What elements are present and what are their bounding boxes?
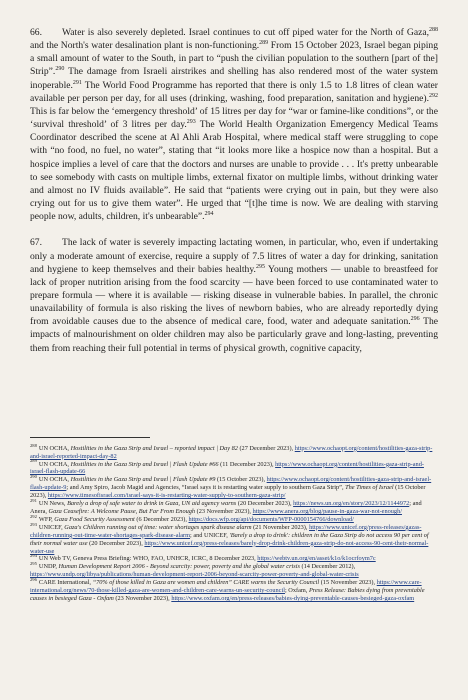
footnote-text: UN OCHA, [38, 444, 71, 452]
footnote-text: (20 December 2023), [236, 500, 294, 508]
footnote-text: UNICEF, [38, 523, 65, 531]
footnote-text: (27 December 2023), [237, 444, 295, 452]
citation-title: Barely a drop of safe water to drink in Gaza, UN aid agency warns [67, 500, 237, 508]
footnote-text: (21 November 2023), [251, 523, 310, 531]
paragraph-text: and the North's water desalination plant is non-functioning. [30, 40, 260, 52]
footnote-text: ; and Anera, [30, 500, 422, 515]
footnote [30, 579, 438, 603]
footnote-reference: 295 [255, 263, 265, 270]
citation-title: The Times of Israel [345, 484, 394, 492]
footnote-number: 296 [30, 577, 37, 583]
citation-link[interactable]: https://www.ochaopt.org/content/hostilities-gaza-strip-and-israel-reported-impact-day-82 [30, 444, 433, 460]
paragraph [30, 26, 438, 223]
footnote-text: (11 December 2023), [218, 460, 276, 468]
footnote-reference: 292 [429, 92, 438, 99]
footnote-text: ; and UNICEF, [190, 531, 230, 539]
citation-title: Hostilities in the Gaza Strip and Israel | Flash Update #9 [70, 476, 216, 484]
paragraph-text: Young mothers — unable to breastfeed for lack of proper nutrition arising from the food scarcity — have been forced to use contaminated water to prepare formula — where it is available — risking disease in vulnerable babies. In parallel, the chronic unavailability of formula is also risking the lives of newborn babies, who are already reportedly dying from avoidable causes due to the absence of medical care, food, water and adequate sanitation. [30, 263, 438, 328]
footnote-text: CARE International, [38, 579, 93, 587]
citation-link[interactable]: https://www.ochaopt.org/content/hostilities-gaza-strip-and-israel-flash-update-66 [30, 460, 424, 476]
paragraph-text: The World Food Programme has reported that there is only 1.5 to 1.8 litres of clean water available per person per day, for all uses (drinking, washing, food preparation, sanitation and hygiene). [30, 79, 438, 104]
footnote-number: 293 [30, 521, 37, 527]
footnote [30, 513, 438, 524]
body-text [30, 26, 438, 355]
paragraph-text: From 15 October 2023, Israel began piping a small amount of water to the South, in part to “push the civilian population to the southern [part of the] Strip”. [30, 40, 438, 78]
citation-link[interactable]: https://www.ochaopt.org/content/hostilities-gaza-strip-and-israel-flash-update-9 [30, 476, 432, 492]
paragraph-text: The lack of water is severely impacting lactating women, in particular, who, even if undertaking only a moderate amount of exercise, require a supply of 7.5 litres of water a day for drinking, sanitation and hygiene to keep themselves and their babies healthy. [30, 237, 438, 275]
footnote-text: (23 November 2023), [113, 594, 172, 602]
footnote-text: ; and Amy Spiro, Jacob Magid and Agencies, “Israel says it is restarting water supply to southern Gaza Strip”, [66, 484, 346, 492]
footnote-number: 289 [30, 458, 37, 464]
footnote-number: 291 [30, 498, 37, 503]
footnote-text: WFP, [38, 515, 55, 523]
citation-link[interactable]: https://www.care-international.org/news/70-those-killed-gaza-are-women-and-children-care-warns-un-security-council [30, 579, 422, 595]
footnote-text: (15 October 2023), [215, 476, 267, 484]
footnote-text: (20 December 2023), [87, 539, 145, 547]
footnote-text: UN Web TV, Geneva Press Briefing: WHO, FAO, UNHCR, ICRC, 8 December 2023, [38, 555, 258, 563]
citation-title: Gaza Food Security Assessment [54, 515, 135, 523]
footnote [30, 476, 438, 500]
citation-link[interactable]: https://www.anera.org/blog/pause-in-gaza-war-not-enough/ [252, 508, 402, 515]
citation-link[interactable]: https://www.unicef.org/press-releases/barely-drop-drink-children-gaza-strip-do-not-access-90-cent-their-normal-water-use [30, 539, 429, 555]
paragraph-number: 67. [30, 237, 42, 249]
footnote-reference: 293 [186, 118, 196, 125]
footnote-text: UN OCHA, [38, 476, 71, 484]
citation-link[interactable]: https://webtv.un.org/en/asset/k1o/k1ocrfoym7c [257, 555, 376, 563]
footnote-reference: 296 [410, 316, 420, 323]
footnote-text: ; Oxfam, [284, 587, 309, 595]
footnote-text: (14 December 2012), [299, 563, 356, 571]
citation-title: Gaza Ceasefire: A Welcome Pause, But Far From Enough [48, 508, 196, 515]
footnote-separator [30, 437, 150, 438]
citation-title: Gaza's Children running out of time: water shortages spark disease alarm [64, 523, 252, 531]
footnotes [30, 442, 438, 603]
footnote-reference: 288 [429, 26, 438, 33]
citation-link[interactable]: https://www.undp.org/libya/publications/human-development-report-2006-beyond-scarcity-power-poverty-and-global-water-crisis [30, 571, 359, 579]
footnote-text: (6 December 2023), [134, 515, 189, 523]
footnote-number: 295 [30, 561, 37, 567]
footnote-text: (15 November 2023), [319, 579, 377, 587]
citation-link[interactable]: https://news.un.org/en/story/2023/12/1144972 [293, 500, 410, 508]
footnote [30, 563, 438, 579]
paragraph-text: This is far below the ‘emergency threshold’ of 15 litres per day for “war or famine-like conditions”, or the ‘survival threshold’ of 3 litres per day. [30, 105, 438, 131]
paragraph-text: The World Health Organization Emergency Medical Teams Coordinator described the scene at Al Ahli Arab Hospital, where medical staff were struggling to cope with “no food, no fuel, no water”, stating that “it looks more like a hospice now than a hospital. But a hospice implies a level of care that the doctors and nurses are unable to provide . . . It's pretty unbearable to see somebody with casts on multiple limbs, external fixator on multiple limbs, without drinking water and almost no IV fluids available”. He said that “patients were crying out in pain, but they were also crying out for us to give them water”. He urged that “[t]he time is now. We are dealing with starving people now, adults, children, it's unbearable”. [30, 119, 439, 223]
footnote-reference: 291 [72, 79, 82, 86]
footnote [30, 500, 438, 516]
citation-title: Hostilities in the Gaza Strip and Israel – reported impact | Day 82 [70, 444, 238, 452]
footnote-text: UN OCHA, [38, 460, 71, 468]
paragraph-text: Water is also severely depleted. Israel continues to cut off piped water for the North of Gaza, [62, 27, 429, 38]
footnote-number: 294 [30, 553, 37, 559]
citation-title: Hostilities in the Gaza Strip and Israel | Flash Update #66 [70, 460, 219, 468]
footnote-reference: 294 [204, 211, 214, 217]
citation-title: Press Release: Babies dying from preventable causes in besieged Gaza - Oxfam [30, 587, 425, 602]
citation-link[interactable]: https://www.unicef.org/press-releases/gazas-children-running-out-time-water-shortages-spark-disease-alarm [30, 523, 422, 539]
footnote-text: (15 October 2023), [30, 484, 426, 500]
citation-link[interactable]: https://docs.wfp.org/api/documents/WFP-0000154766/download/ [188, 515, 354, 523]
paragraph [30, 236, 438, 354]
citation-title: 'Barely a drop to drink': children in the Gaza Strip do not access 90 per cent of their normal water use [30, 531, 429, 547]
citation-link[interactable]: https://www.timesofisrael.com/israel-says-it-is-restarting-water-supply-to-southern-gaza-strip/ [47, 492, 286, 500]
paragraph-text: The damage from Israeli airstrikes and shelling has also rendered most of the water system inoperable. [30, 66, 438, 91]
footnote-text: UNDP, [38, 563, 59, 571]
footnote-reference: 290 [55, 66, 65, 73]
footnote-text: UN News, [38, 500, 68, 508]
footnote-text: (23 November 2023), [195, 508, 253, 515]
footnote-number: 290 [30, 474, 37, 480]
paragraph-number: 66. [30, 27, 42, 38]
footnote-number: 292 [30, 513, 37, 519]
footnote-number: 288 [30, 442, 37, 448]
citation-title: Human Development Report 2006 - Beyond scarcity: power, poverty and the global water crisis [58, 563, 300, 571]
citation-title: “70% of those killed in Gaza are women and children” CARE warns the Security Council [92, 579, 320, 587]
footnote-reference: 289 [259, 39, 269, 46]
paragraph-text: The impacts of malnourishment on older children may also be particularly grave and long-lasting, preventing them from reaching their full potential in terms of physical growth, cognitive capacity, [30, 316, 438, 354]
citation-link[interactable]: https://www.oxfam.org/en/press-releases/babies-dying-preventable-causes-besieged-gaza-oxfam [171, 594, 415, 602]
